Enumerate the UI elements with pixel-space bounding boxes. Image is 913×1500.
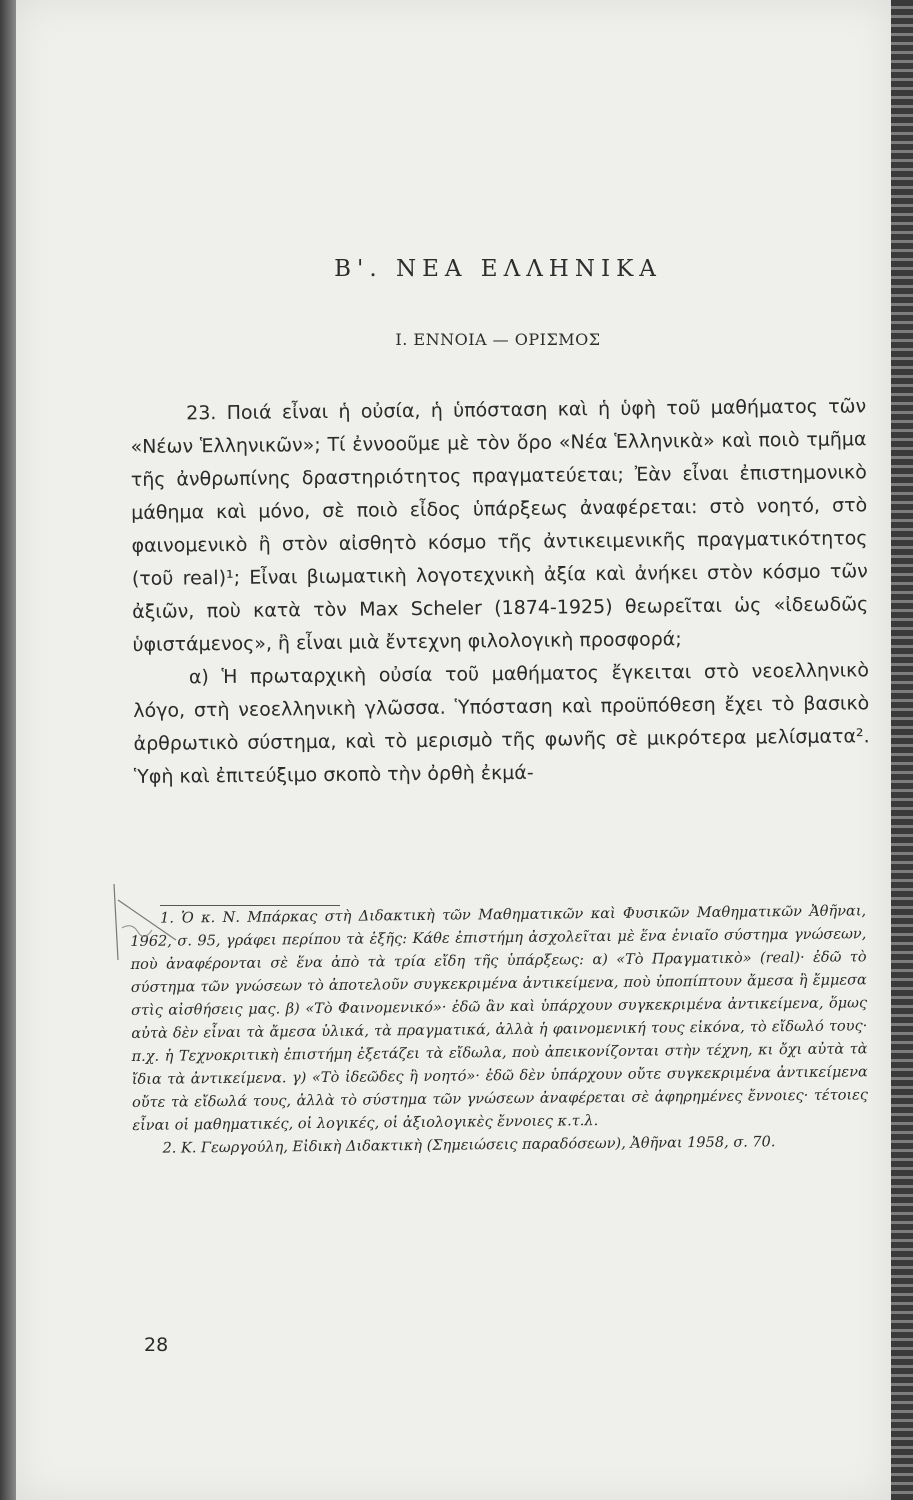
main-text	[130, 390, 870, 794]
footnote-1: 1. Ὁ κ. Ν. Μπάρκας στὴ Διδακτικὴ τῶν Μαθηματικῶν καὶ Φυσικῶν Μαθηματικῶν Ἀθῆναι, 1962, σ. 95, γράφει περίπου τὰ ἑξῆς: Κάθε ἐπιστήμη ἀσχολεῖται μὲ ἕνα ἑνιαῖο σύστημα γνώσεων, ποὺ ἀναφέρονται σὲ ἕνα ἀπὸ τὰ τρία εἴδη τῆς ὑπάρξεως: α) «Τὸ Πραγματικὸ» (real)· ἐδῶ τὸ σύστημα τῶν γνώσεων τὸ ἀποτελοῦν συγκεκριμένα ἀντικείμενα, ποὺ ὑποπίπτουν ἄμεσα ἢ ἔμμεσα στὶς αἰσθήσεις μας. β) «Τὸ Φαινομενικό»· ἐδῶ ἂν καὶ ὑπάρχουν συγκεκριμένα ἀντικείμενα, ὅμως αὐτὰ δὲν εἶναι τὰ ἄμεσα ὑλικά, τὰ πραγματικά, ἀλλὰ ἡ φαινομενική τους εἰκόνα, τὸ εἴδωλό τους· π.χ. ἡ Τεχνοκριτικὴ ἐπιστήμη ἐξετάζει τὰ εἴδωλα, ποὺ ἀπεικονίζονται στὴν τέχνη, κι ὄχι αὐτὰ τὰ ἴδια τὰ ἀντικείμενα. γ) «Τὸ ἰδεῶδες ἢ νοητό»· ἐδῶ δὲν ὑπάρχουν οὔτε συγκεκριμένα ἀντικείμενα οὔτε τὰ εἴδωλά τους, ἀλλὰ τὸ σύστημα τῶν γνώσεων ἀναφέρεται σὲ ἀφηρημένες ἔννοιες· τέτοιες εἶναι οἱ μαθηματικές, οἱ λογικές, οἱ ἀξιολογικὲς ἔννοιες κ.τ.λ.	[130, 903, 869, 1134]
paragraph-1: 23. Ποιά εἶναι ἡ οὐσία, ἡ ὑπόσταση καὶ ἡ ὑφὴ τοῦ μαθήματος τῶν «Νέων Ἑλληνικῶν»; Τί ἐννοοῦμε μὲ τὸν ὅρο «Νέα Ἑλληνικὰ» καὶ ποιὸ τμῆμα τῆς ἀνθρωπίνης δραστηριότητος πραγματεύεται; Ἐὰν εἶναι ἐπιστημονικὸ μάθημα καὶ μόνο, σὲ ποιὸ εἶδος ὑπάρξεως ἀναφέρεται: στὸ νοητό, στὸ φαινομενικὸ ἢ στὸν αἰσθητὸ κόσμο τῆς ἀντικειμενικῆς πραγματικότητος (τοῦ real)¹; Εἶναι βιωματικὴ λογοτεχνικὴ ἀξία καὶ ἀνήκει στὸν κόσμο τῶν ἀξιῶν, ποὺ κατὰ τὸν Max Scheler (1874-1925) θεωρεῖται ὡς «ἰδεωδῶς ὑφιστάμενος», ἢ εἶναι μιὰ ἔντεχνη φιλολογικὴ προσφορά;	[130, 395, 869, 656]
scan-left-edge	[0, 0, 16, 1500]
book-page	[16, 0, 891, 1500]
chapter-title: Β'. ΝΕΑ ΕΛΛΗΝΙΚΑ	[334, 256, 662, 282]
footnotes	[130, 900, 869, 1161]
scan-right-edge	[891, 0, 913, 1500]
page-number: 28	[144, 1334, 169, 1356]
section-title: Ι. ΕΝΝΟΙΑ — ΟΡΙΣΜΟΣ	[395, 330, 601, 349]
handwritten-mark-icon	[106, 880, 186, 980]
footnote-2: 2. Κ. Γεωργούλη, Εἰδικὴ Διδακτικὴ (Σημειώσεις παραδόσεων), Ἀθῆναι 1958, σ. 70.	[162, 1134, 776, 1157]
paragraph-2: α) Ἡ πρωταρχικὴ οὐσία τοῦ μαθήματος ἔγκειται στὸ νεοελληνικὸ λόγο, στὴ νεοελληνικὴ γλῶσσα. Ὑπόσταση καὶ προϋπόθεση ἔχει τὸ βασικὸ ἀρθρωτικὸ σύστημα, καὶ τὸ μερισμὸ τῆς φωνῆς σὲ μικρότερα μελίσματα². Ὑφὴ καὶ ἐπιτεύξιμο σκοπὸ τὴν ὀρθὴ ἐκμά-	[133, 659, 870, 788]
